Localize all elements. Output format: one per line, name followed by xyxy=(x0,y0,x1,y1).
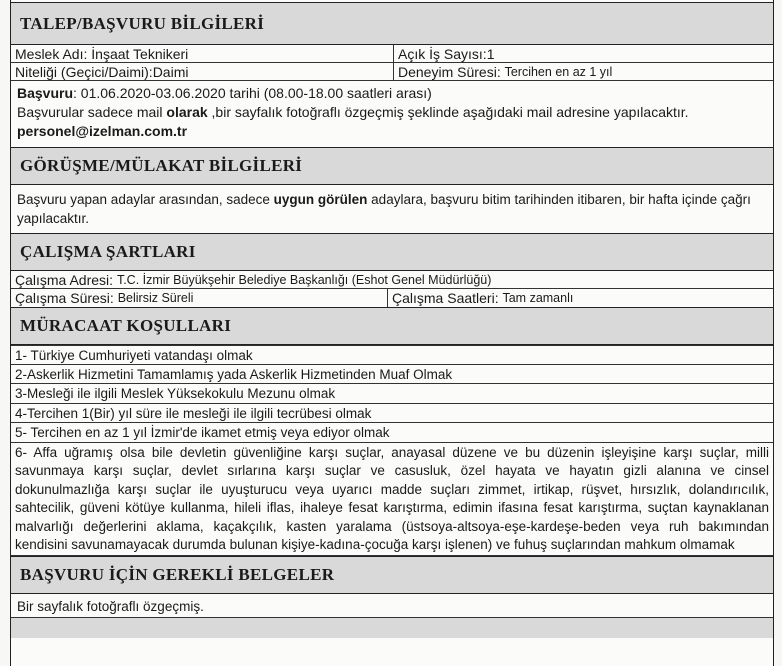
basvuru-dates: : 01.06.2020-03.06.2020 tarihi (08.00-18.00 saatleri arası) xyxy=(73,85,432,101)
field-label: Çalışma Saatleri: xyxy=(392,290,499,306)
list-item: 6- Affa uğramış olsa bile devletin güvenliğine karşı suçlar, anayasal düzene ve bu düzenin işleyişine karşı suçlar, milli savunmaya karşı suçlar, devlet sırlarına karşı suçlar ve casusluk, özel hayata ve hayatın gizli alanına ve cinsel dokunulmazlığa karşı suçlar ile uyuşturucu veya uyarıcı madde suçları zimmet, irtikap, rüşvet, hırsızlık, dolandırıcılık, sahtecilik, güveni kötüye kullanma, hileli iflas, ihaleye fesat karıştırma, edimin ifasına fesat karıştırma, suçtan kaynaklanan malvarlığı değerlerini aklama, kaçakçılık, kasten yaralama (üstsoya-altsoya-eşe-kardeşe-beden veya ruh bakımından kendisini savunamayacak durumda bulunan kişiye-kadına-çocuğa karşı işlenen) ve fuhuş suçlarından mahkum olmamak xyxy=(11,443,773,556)
section-header-calisma xyxy=(11,233,773,271)
field-label: Deneyim Süresi: xyxy=(398,63,501,80)
email-address[interactable]: personel@izelman.com.tr xyxy=(17,123,188,139)
section-header-gorusme xyxy=(11,147,773,185)
section-header-belgeler xyxy=(11,556,773,594)
basvuru-block xyxy=(11,81,773,147)
acik-is-cell xyxy=(393,45,773,62)
field-value: Tercihen en az 1 yıl xyxy=(504,64,613,79)
basvuru-line xyxy=(17,84,767,103)
list-item: 3-Mesleği ile ilgili Meslek Yüksekokulu Mezunu olmak xyxy=(11,384,773,404)
list-item: 2-Askerlik Hizmetini Tamamlamış yada Askerlik Hizmetinden Muaf Olmak xyxy=(11,365,773,385)
footer-band xyxy=(11,618,773,638)
deneyim-cell xyxy=(393,63,773,80)
list-item: 4-Tercihen 1(Bir) yıl süre ile mesleği ile ilgili tecrübesi olmak xyxy=(11,404,773,424)
text-run-bold: olarak xyxy=(166,104,208,120)
basvuru-label: Başvuru xyxy=(17,85,74,101)
text-run-bold: uygun görülen xyxy=(273,192,368,207)
section-title: BAŞVURU İÇİN GEREKLİ BELGELER xyxy=(20,564,335,584)
field-value: Tam zamanlı xyxy=(502,291,574,305)
field-value: T.C. İzmir Büyükşehir Belediye Başkanlığı (Eshot Genel Müdürlüğü) xyxy=(116,272,492,287)
field-label: Açık İş Sayısı: xyxy=(398,45,487,62)
gorusme-text xyxy=(11,185,773,233)
field-value: Belirsiz Süreli xyxy=(117,291,194,305)
sure-cell xyxy=(11,289,387,307)
text-run: Başvurular sadece mail xyxy=(17,104,167,120)
field-label: Niteliği (Geçici/Daimi): xyxy=(15,63,153,80)
text-run: ,bir sayfalık fotoğraflı özgeçmiş şeklinde aşağıdaki mail adresine yapılacaktır. xyxy=(207,104,689,120)
nitelik-cell xyxy=(11,63,393,80)
field-value: 1 xyxy=(486,45,495,62)
table-row xyxy=(11,289,773,307)
adres-cell xyxy=(11,271,773,288)
basvuru-instructions xyxy=(17,103,767,122)
table-row xyxy=(11,63,773,81)
table-row xyxy=(11,271,773,289)
section-header-muracaat xyxy=(11,307,773,345)
saat-cell xyxy=(387,289,773,307)
belgeler-text: Bir sayfalık fotoğraflı özgeçmiş. xyxy=(11,594,773,618)
text-run: adaylara, başvuru bitim tarihinden itibaren, bir hafta içinde çağrı yapılacaktır. xyxy=(17,192,751,226)
section-title: ÇALIŞMA ŞARTLARI xyxy=(20,242,196,261)
list-item: 1- Türkiye Cumhuriyeti vatandaşı olmak xyxy=(11,345,773,365)
section-title: MÜRACAAT KOŞULLARI xyxy=(20,316,232,335)
section-title: TALEP/BAŞVURU BİLGİLERİ xyxy=(20,13,265,33)
meslek-cell xyxy=(11,45,393,62)
field-label: Çalışma Süresi: xyxy=(15,290,114,306)
table-row xyxy=(11,45,773,63)
list-item: 5- Tercihen en az 1 yıl İzmir'de ikamet etmiş veya ediyor olmak xyxy=(11,423,773,443)
section-header-talep xyxy=(11,2,773,45)
field-label: Çalışma Adresi: xyxy=(15,271,114,288)
field-value: Daimi xyxy=(152,63,189,80)
field-value: İnşaat Teknikeri xyxy=(91,45,189,62)
section-title: GÖRÜŞME/MÜLAKAT BİLGİLERİ xyxy=(20,156,303,175)
text-run: Başvuru yapan adaylar arasından, sadece xyxy=(17,192,274,207)
field-label: Meslek Adı: xyxy=(15,45,88,62)
document-sheet xyxy=(10,0,774,666)
